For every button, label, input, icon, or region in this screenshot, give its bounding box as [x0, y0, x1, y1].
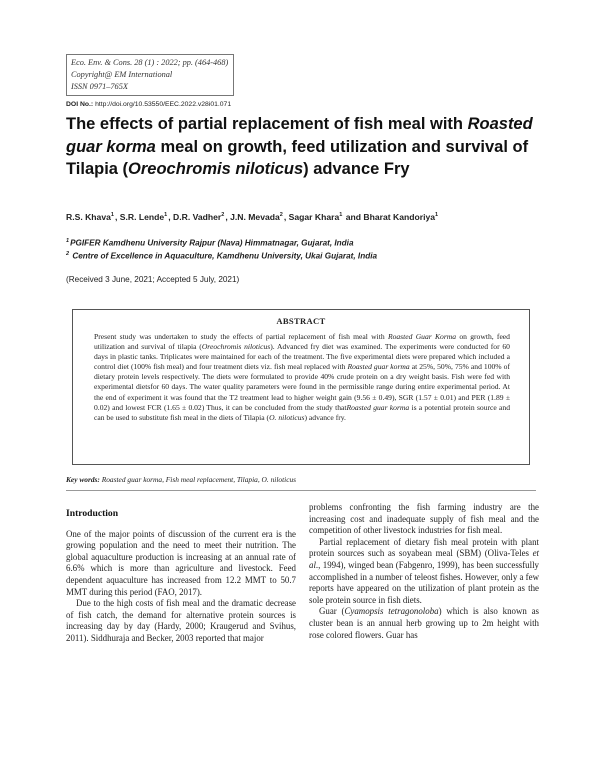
journal-issn: ISSN 0971–765X: [71, 82, 128, 91]
abstract-heading: ABSTRACT: [276, 316, 326, 326]
affiliation-text: Centre of Excellence in Aquaculture, Kamdhenu University, Ukai Gujarat, India: [70, 251, 378, 261]
abstract-part: ) advance fry.: [304, 412, 346, 422]
intro-paragraph-2: Due to the high costs of fish meal and the dramatic decrease of fish catch, the demand for alternative protein sources is increasing day by day (Hardy, 2000; Kraugerud and Svihus, 2011). Siddhuraja and Becker, 2003 reported that major: [66, 598, 296, 643]
abstract-box: [72, 309, 530, 465]
received-dates: (Received 3 June, 2021; Accepted 5 July, 2021): [66, 275, 240, 284]
abstract-part: is a potential protein source and can be used to substitute fish meal in the diets of Tilapia (: [94, 402, 510, 422]
left-column: [66, 502, 296, 645]
introduction-heading: Introduction: [66, 508, 119, 519]
author-separator: and: [343, 212, 364, 222]
abstract-part: ). Advanced fry diet was examined. The experiments were conducted for 60 days in plastic tanks. Triplicates were maintained for each of the treatment. The five experimental diets were prepared which included a control diet (100% fish meal) and four treatment diets viz. fish meal replaced with: [94, 342, 510, 372]
author-separator: ,: [225, 212, 231, 222]
doi-label: DOI No.:: [66, 101, 94, 108]
doi-line: [66, 101, 231, 108]
affiliation-1: [66, 238, 546, 248]
journal-citation: Eco. Env. & Cons. 28 (1) : 2022; pp. (464-468): [71, 58, 229, 67]
right-paragraph-2-italic: et al: [309, 548, 539, 570]
abstract-part: on growth, feed utilization and survival of tilapia (: [94, 332, 510, 352]
abstract-part: at 25%, 50%, 75% and 100% of dietary protein levels respectively. The diets were formulated to provide 40% crude protein on a dry weight basis. Fish were fed with experimental dietsfor 60 days. The water quality parameters were found in the permissible range during entire experimental period. At the end of experiment it was found that the T2 treatment lead to higher weight gain (9.56 ± 0.49), SGR (1.57 ± 0.01) and PER (1.89 ± 0.02) and lowest FCR (1.65 ± 0.02) Thus, it can be concluded from the study that: [94, 362, 510, 412]
right-paragraph-1: problems confronting the fish farming industry are the increasing cost and inadequate supply of fish meal and the competition of other livestock industries for fish meal.: [309, 502, 539, 536]
title-part-2: meal on growth, feed utilization and survival of Tilapia (: [66, 137, 529, 178]
abstract-text: [94, 332, 510, 423]
title-part-1: The effects of partial replacement of fish meal with: [66, 115, 468, 133]
abstract-italic: Roasted guar korma: [346, 402, 410, 412]
author-separator: ,: [168, 212, 174, 222]
section-divider: [66, 490, 536, 491]
right-paragraph-2-part: Partial replacement of dietary fish meal protein with plant protein sources such as soyabean meal (SBM) (Oliva-Teles: [309, 536, 539, 559]
title-italic-1: Roasted guar korma: [66, 115, 533, 156]
author-name: J.N. Mevada: [230, 212, 280, 222]
intro-paragraph-1: One of the major points of discussion of the current era is the growing population and the need to meet their nutrition. The global aquaculture production is increasing at an annual rate of 6.6% which is more than agriculture and livestock. Feed dependent aquaculture has increased from 12.2 MMT to 50.7 MMT during this period (FAO, 2017).: [66, 528, 296, 597]
abstract-italic: Roasted Guar Korma: [387, 332, 457, 341]
right-paragraph-3-part: ) which is also known as cluster bean is an annual herb growing up to 2m height with rose colored flowers. Guar has: [309, 606, 540, 640]
affiliation-2: [66, 251, 546, 261]
author-name: S.R. Lende: [119, 212, 165, 222]
author-affil-sup: 1: [339, 212, 343, 219]
abstract-part: Present study was undertaken to study the effects of partial replacement of fish meal with: [94, 332, 388, 341]
author-name: Bharat Kandoriya: [363, 212, 436, 222]
author-name: D.R. Vadher: [173, 212, 222, 222]
author-separator: ,: [283, 212, 289, 222]
journal-copyright: Copyright@ EM International: [71, 70, 173, 79]
author-affil-sup: 1: [110, 212, 114, 219]
affiliation-sup: 2: [66, 251, 70, 257]
abstract-italic: O. niloticus: [269, 412, 305, 422]
keywords-text: Roasted guar korma, Fish meal replacement, Tilapia, O. niloticus: [99, 475, 297, 484]
right-paragraph-3-part: Guar (: [319, 606, 345, 617]
abstract-italic: Roasted guar korma: [347, 362, 410, 372]
right-paragraph-2-part: ., 1994), winged bean (Fabgenro, 1999), has been successfully accomplished in a number of teleost fishes. However, only a few reports have appeared on the utilization of plant protein as the sole protein source in fish diets.: [309, 559, 539, 605]
keywords-label: Key words:: [66, 475, 100, 484]
author-affil-sup: 1: [164, 212, 168, 219]
journal-info-box: [66, 54, 234, 96]
doi-link[interactable]: http://doi.org/10.53550/EEC.2022.v28i01.071: [93, 101, 232, 108]
author-separator: ,: [114, 212, 120, 222]
author-list: [66, 212, 546, 222]
author-name: R.S. Khava: [66, 212, 111, 222]
title-italic-2: Oreochromis niloticus: [128, 160, 304, 178]
paper-title: [66, 113, 542, 181]
right-column: [309, 502, 539, 641]
keywords-line: [66, 475, 536, 484]
affiliation-sup: 1: [66, 238, 70, 244]
right-paragraph-3-italic: Cyamopsis tetragonoloba: [344, 606, 439, 617]
author-affil-sup: 2: [279, 212, 283, 219]
author-affil-sup: 2: [221, 212, 225, 219]
affiliation-text: PGIFER Kamdhenu University Rajpur (Nava) Himmatnagar, Gujarat, India: [70, 238, 354, 248]
author-name: Sagar Khara: [288, 212, 340, 222]
author-affil-sup: 1: [435, 212, 439, 219]
right-paragraph-2: [309, 537, 539, 607]
right-paragraph-3: [309, 606, 539, 641]
abstract-italic: Oreochromis niloticus: [201, 342, 271, 352]
title-part-3: ) advance Fry: [303, 160, 410, 178]
